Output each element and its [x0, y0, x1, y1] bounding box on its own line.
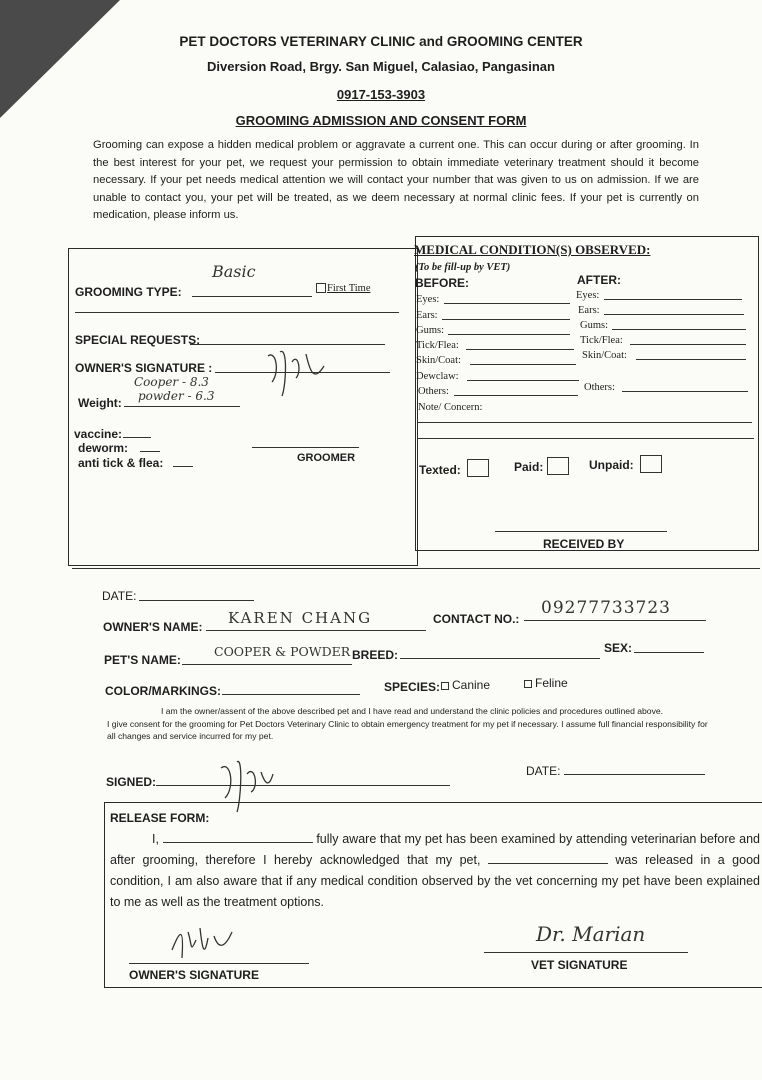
vet-signature-line: [484, 952, 688, 953]
before-dewclaw-label: Dewclaw:: [416, 371, 459, 382]
medical-title: MEDICAL CONDITION(S) OBSERVED:: [414, 242, 651, 257]
first-time-checkbox[interactable]: [316, 283, 326, 293]
after-skincoat-label: Skin/Coat:: [582, 350, 627, 361]
release-text-2: fully aware that my pet has been examined by attending veterinarian before and after grooming, therefore I hereby acknowledged that my pet,: [110, 832, 760, 867]
after-tickflea-label: Tick/Flea:: [580, 335, 623, 346]
section-divider: [72, 568, 760, 569]
before-dewclaw-line: [467, 380, 579, 381]
after-gums-line: [612, 329, 746, 330]
owner-name-line: [206, 630, 426, 631]
breed-line: [400, 658, 600, 659]
received-by-line: [495, 531, 667, 532]
before-tickflea-line: [466, 349, 574, 350]
texted-label: Texted:: [419, 463, 461, 477]
before-skincoat-label: Skin/Coat:: [416, 355, 461, 366]
note-line-2: [418, 438, 754, 439]
release-owner-signature-drawing: [162, 920, 242, 964]
owner-name-value[interactable]: KAREN CHANG: [228, 609, 373, 627]
release-owner-signature-line: [129, 963, 309, 964]
before-eyes-label: Eyes:: [416, 294, 440, 305]
sex-line: [634, 652, 704, 653]
owner-signature-label: OWNER'S SIGNATURE :: [75, 361, 213, 375]
release-text-3: was released in a good condition, I am also aware that if any medical condition observed by the vet concerning my pet have been explained to me as well as the treatment options.: [110, 853, 760, 909]
before-label: BEFORE:: [415, 276, 469, 290]
deworm-line: [140, 451, 160, 452]
canine-checkbox[interactable]: [441, 682, 449, 690]
date-label: DATE:: [102, 589, 137, 603]
texted-checkbox[interactable]: [467, 459, 489, 477]
pet-name-label: PET'S NAME:: [104, 653, 181, 667]
signed-label: SIGNED:: [106, 775, 157, 789]
clinic-phone: 0917-153-3903: [336, 87, 426, 102]
before-others-label: Others:: [418, 386, 449, 397]
before-gums-label: Gums:: [416, 325, 445, 336]
after-label: AFTER:: [577, 273, 621, 287]
before-gums-line: [448, 334, 570, 335]
before-ears-line: [442, 319, 570, 320]
contact-value[interactable]: 09277733723: [541, 598, 671, 618]
after-others-label: Others:: [584, 382, 615, 393]
pet-name-value[interactable]: COOPER & POWDER: [214, 644, 351, 659]
before-ears-label: Ears:: [416, 310, 438, 321]
consent-line-2: I give consent for the grooming for Pet Doctors Veterinary Clinic to obtain emergency treatment for my pet if necessary. I assume full financial responsibility for all changes and service incurred for my pet.: [107, 719, 708, 741]
after-others-line: [622, 391, 748, 392]
clinic-name: PET DOCTORS VETERINARY CLINIC and GROOMING CENTER: [179, 34, 583, 49]
feline-label: Feline: [535, 676, 568, 690]
after-tickflea-line: [630, 344, 746, 345]
anti-tick-line: [173, 466, 193, 467]
deworm-label: deworm:: [78, 441, 129, 455]
weight-line: [124, 406, 240, 407]
owner-name-label: OWNER'S NAME:: [103, 620, 203, 634]
release-paragraph: [110, 829, 760, 913]
groomer-label: GROOMER: [297, 452, 356, 464]
intro-paragraph: Grooming can expose a hidden medical problem or aggravate a current one. This can occur during or after grooming. In the best interest for your pet, we request your permission to obtain immediate veterinary treatment should it become necessary. If your pet needs medical attention we will contact your number that was given to us on admission. If we are unable to contact you, your pet will be treated, as we deem necessary at normal clinic fees. If your pet is currently on medication, please inform us.: [93, 139, 699, 221]
contact-line: [524, 620, 706, 621]
vet-signature-value[interactable]: Dr. Marian: [536, 922, 646, 946]
release-pet-blank[interactable]: [488, 863, 608, 864]
pet-name-line: [182, 664, 352, 665]
sex-label: SEX:: [604, 641, 633, 655]
release-owner-signature-label: OWNER'S SIGNATURE: [129, 968, 259, 982]
consent-date-label: DATE:: [526, 764, 561, 778]
groomer-line: [252, 447, 359, 448]
form-title: GROOMING ADMISSION AND CONSENT FORM: [235, 113, 527, 128]
medical-subtitle: (To be fill-up by VET): [415, 262, 511, 273]
after-eyes-label: Eyes:: [576, 290, 600, 301]
canine-label: Canine: [452, 678, 491, 692]
vaccine-label: vaccine:: [74, 427, 123, 441]
color-markings-line: [222, 694, 360, 695]
before-skincoat-line: [470, 364, 576, 365]
after-eyes-line: [604, 299, 742, 300]
weight-powder[interactable]: powder - 6.3: [138, 389, 215, 403]
consent-date-line: [564, 774, 705, 775]
after-skincoat-line: [636, 359, 746, 360]
paid-checkbox[interactable]: [547, 457, 569, 475]
vet-signature-label: VET SIGNATURE: [531, 958, 628, 972]
anti-tick-label: anti tick & flea:: [78, 456, 164, 470]
weight-label: Weight:: [78, 396, 122, 410]
before-others-line: [454, 395, 578, 396]
signed-line: [156, 785, 450, 786]
after-gums-label: Gums:: [580, 320, 609, 331]
feline-checkbox[interactable]: [524, 680, 532, 688]
species-label: SPECIES:: [384, 680, 441, 694]
owner-signature-drawing: [262, 342, 332, 400]
grooming-type-label: GROOMING TYPE:: [75, 285, 182, 299]
before-eyes-line: [444, 303, 570, 304]
paid-label: Paid:: [514, 460, 544, 474]
first-time-label: First Time: [327, 283, 371, 294]
color-markings-label: COLOR/MARKINGS:: [105, 684, 221, 698]
release-title: RELEASE FORM:: [110, 811, 210, 825]
unpaid-checkbox[interactable]: [640, 455, 662, 473]
vaccine-line: [123, 437, 151, 438]
note-label: Note/ Concern:: [418, 402, 483, 413]
contact-label: CONTACT NO.:: [433, 612, 520, 626]
after-ears-line: [604, 314, 744, 315]
clinic-address: Diversion Road, Brgy. San Miguel, Calasiao, Pangasinan: [207, 59, 555, 74]
before-tickflea-label: Tick/Flea:: [416, 340, 459, 351]
received-by-label: RECEIVED BY: [543, 537, 625, 551]
after-ears-label: Ears:: [578, 305, 600, 316]
unpaid-label: Unpaid:: [589, 458, 634, 472]
note-line-1: [418, 422, 752, 423]
release-name-blank[interactable]: [163, 842, 313, 843]
consent-line-1: I am the owner/assent of the above described pet and I have read and understand the clinic policies and procedures outlined above.: [160, 706, 664, 716]
grooming-extra-line: [75, 312, 399, 313]
breed-label: BREED:: [352, 648, 399, 662]
weight-cooper[interactable]: Cooper - 8.3: [134, 375, 209, 389]
special-requests-label: SPECIAL REQUESTS:: [75, 333, 201, 347]
date-line: [139, 600, 254, 601]
grooming-type-value[interactable]: Basic: [212, 262, 256, 281]
release-text-1: I,: [152, 832, 159, 846]
grooming-type-line: [192, 296, 312, 297]
